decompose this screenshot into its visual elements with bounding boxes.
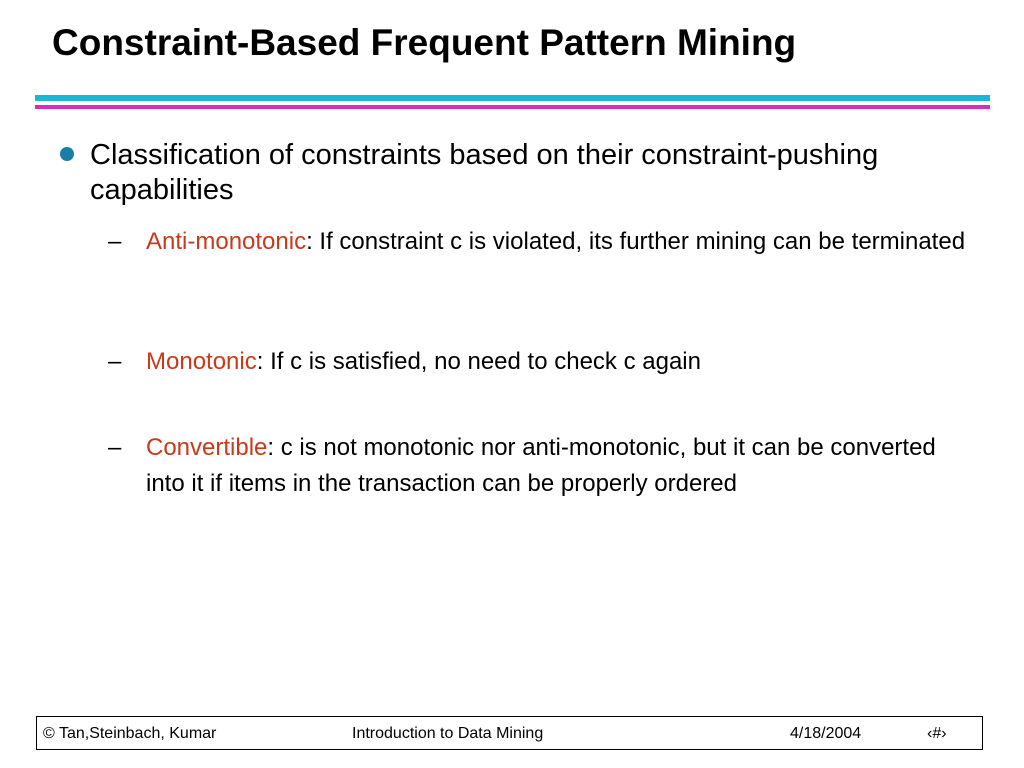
sub-bullet-convertible <box>108 430 968 502</box>
slide-title: Constraint-Based Frequent Pattern Mining <box>52 22 797 63</box>
main-bullet-text: Classification of constraints based on their constraint-pushing capabilities <box>90 139 879 206</box>
dash-icon: – <box>108 228 122 255</box>
footer-course: Introduction to Data Mining <box>352 725 544 742</box>
footer-bar <box>36 716 983 750</box>
footer-date: 4/18/2004 <box>790 725 862 742</box>
sub-bullet-text: : If c is satisfied, no need to check c again <box>256 348 701 375</box>
footer-copyright: © Tan,Steinbach, Kumar <box>43 725 217 742</box>
footer-page-number: ‹#› <box>927 725 947 742</box>
term-anti-monotonic: Anti-monotonic <box>146 228 307 255</box>
sub-bullet-text: : c is not monotonic nor anti-monotonic, but it can be converted into it if items in the transaction can be properly ordered <box>146 434 936 497</box>
sub-bullet-text: : If constraint c is violated, its further mining can be terminated <box>306 228 966 255</box>
title-rule-cyan <box>35 95 990 101</box>
dash-icon: – <box>108 348 122 375</box>
dash-icon: – <box>108 434 122 461</box>
title-rule-magenta <box>35 105 990 109</box>
bullet-dot-icon <box>60 147 74 161</box>
sub-bullet-monotonic <box>108 344 968 380</box>
sub-bullet-anti-monotonic <box>108 224 968 260</box>
term-monotonic: Monotonic <box>146 348 257 375</box>
term-convertible: Convertible <box>146 434 268 461</box>
